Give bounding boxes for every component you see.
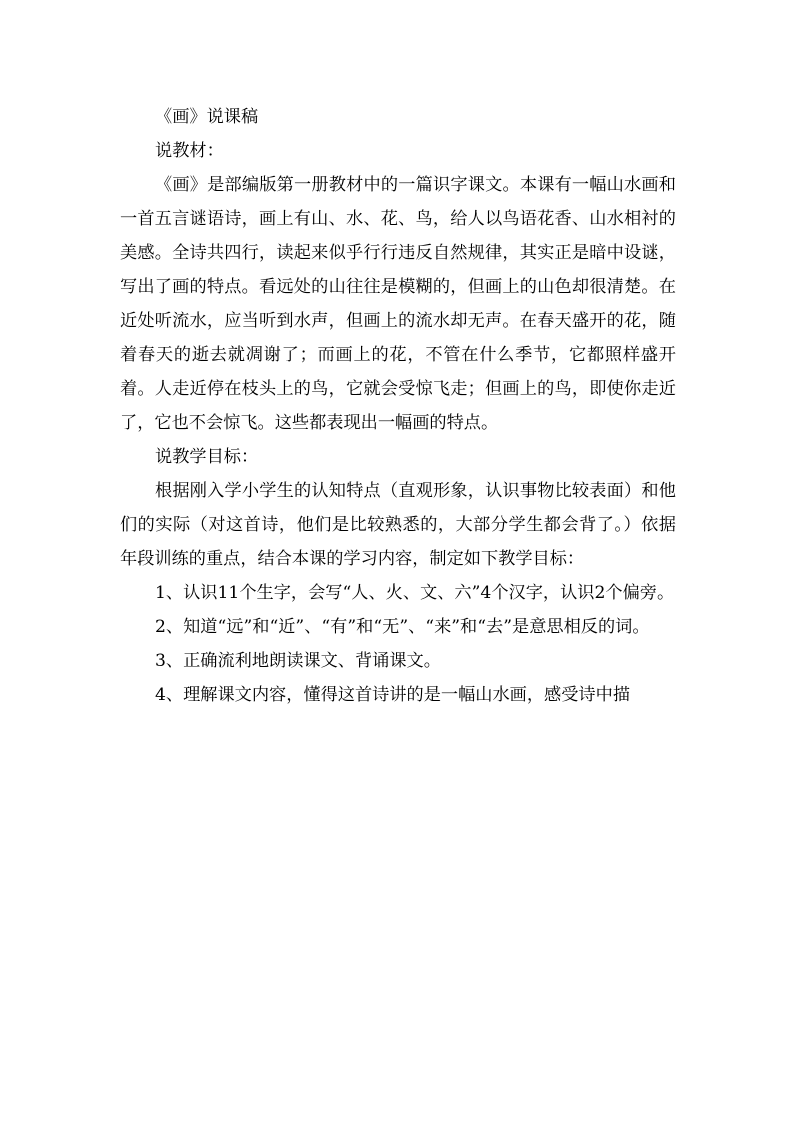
teaching-goal-item-4: 4、理解课文内容，懂得这首诗讲的是一幅山水画，感受诗中描	[155, 685, 631, 705]
document-body	[120, 100, 676, 712]
teaching-goals-intro-paragraph: 根据刚入学小学生的认知特点（直观形象，认识事物比较表面）和他们的实际（对这首诗，他们是比较熟悉的，大部分学生都会背了。）依据年段训练的重点，结合本课的学习内容，制定如下教学目标：	[120, 481, 676, 569]
teaching-goal-item-2: 2、知道“远”和“近”、“有”和“无”、“来”和“去”是意思相反的词。	[155, 617, 650, 637]
section-heading-teaching-goals: 说教学目标：	[155, 447, 259, 467]
teaching-material-paragraph: 《画》是部编版第一册教材中的一篇识字课文。本课有一幅山水画和一首五言谜语诗，画上有山、水、花、鸟，给人以鸟语花香、山水相衬的美感。全诗共四行，读起来似乎行行违反自然规律，其实正是暗中设谜，写出了画的特点。看远处的山往往是模糊的，但画上的山色却很清楚。在近处听流水，应当听到水声，但画上的流水却无声。在春天盛开的花，随着春天的逝去就凋谢了；而画上的花，不管在什么季节，它都照样盛开着。人走近停在枝头上的鸟，它就会受惊飞走；但画上的鸟，即使你走近了，它也不会惊飞。这些都表现出一幅画的特点。	[120, 175, 676, 433]
section-heading-teaching-material: 说教材：	[155, 141, 224, 161]
teaching-goal-item-1: 1、认识11个生字，会写“人、火、文、六”4个汉字，认识2个偏旁。	[155, 583, 675, 603]
document-title: 《画》说课稿	[155, 107, 259, 127]
teaching-goal-item-3: 3、正确流利地朗读课文、背诵课文。	[155, 651, 441, 671]
